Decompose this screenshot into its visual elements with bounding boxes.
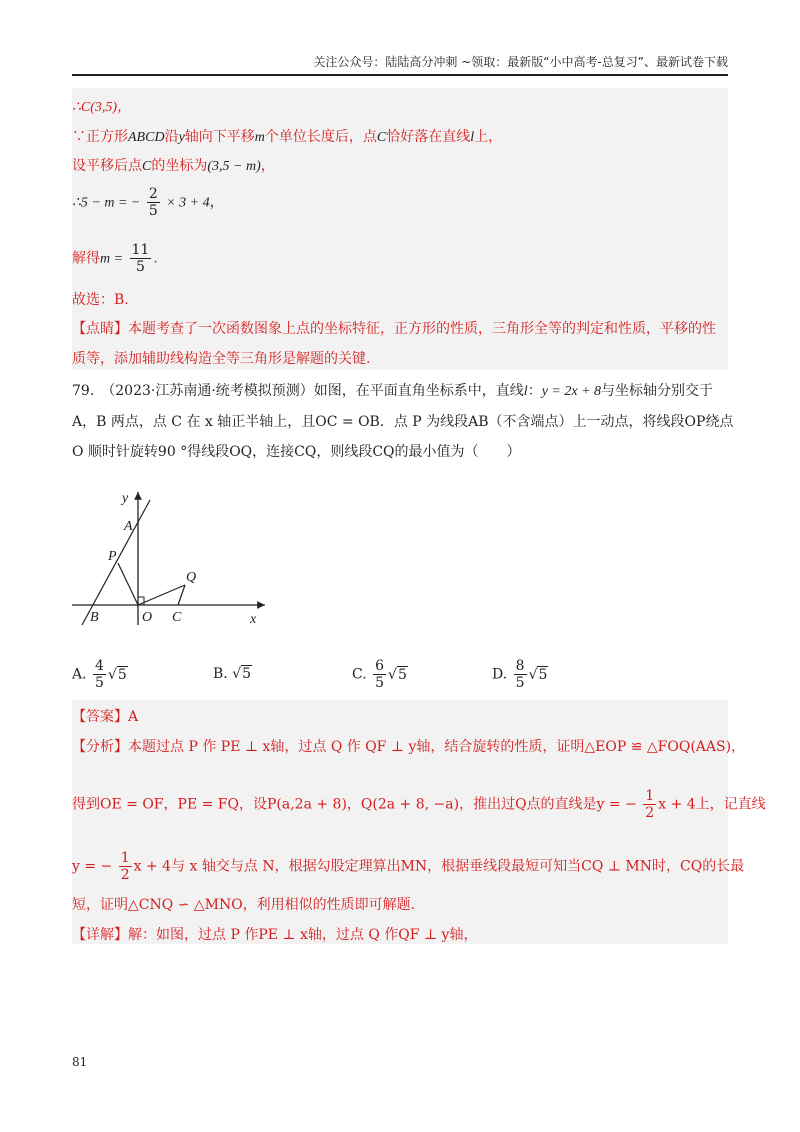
answer-line-2: 【分析】本题过点 P 作 PE ⊥ x轴，过点 Q 作 QF ⊥ y轴，结合旋转的性质，证明△EOP ≌ △FOQ(AAS)， bbox=[72, 739, 746, 755]
label-y: y bbox=[122, 491, 129, 506]
segment-oq bbox=[138, 585, 185, 605]
solution-line-8: 质等，添加辅助线构造全等三角形是解题的关键. bbox=[72, 351, 371, 367]
option-a[interactable]: A. $\frac{4}{5}$ √5 bbox=[72, 658, 127, 691]
answer-line-6: 【详解】解：如图，过点 P 作PE ⊥ x轴，过点 Q 作QF ⊥ y轴， bbox=[72, 927, 478, 943]
page-number: 81 bbox=[72, 1055, 88, 1069]
option-d[interactable]: D. $\frac{8}{5}$ √5 bbox=[492, 658, 548, 691]
solution-line-4: ∴5 − m = − $\frac{2}{5}$ × 3 + 4， bbox=[72, 186, 224, 219]
label-a: A bbox=[124, 519, 133, 534]
label-b: B bbox=[90, 610, 99, 625]
question-line-2: A，B 两点，点 C 在 x 轴正半轴上，且OC = OB．点 P 为线段AB（不含端点）上一动点，将线段OP绕点 bbox=[72, 414, 734, 430]
solution-line-7: 【点睛】本题考查了一次函数图象上点的坐标特征，正方形的性质，三角形全等的判定和性质，平移的性 bbox=[72, 321, 716, 337]
label-p: P bbox=[108, 549, 117, 564]
label-q: Q bbox=[186, 570, 197, 585]
label-x: x bbox=[250, 612, 257, 627]
question-line-3: O 顺时针旋转90 °得线段OQ，连接CQ，则线段CQ的最小值为（ ） bbox=[72, 444, 521, 460]
label-c: C bbox=[172, 610, 182, 625]
solution-line-3: 设平移后点C的坐标为(3,5 − m)， bbox=[72, 158, 275, 174]
answer-line-3: 得到OE = OF，PE = FQ，设P(a,2a + 8)，Q(2a + 8, −a)，推出过Q点的直线是y = − $\frac{1}{2}$ x + 4上，记直线 bbox=[72, 788, 766, 821]
solution-line-1: ∴C(3,5)， bbox=[72, 100, 132, 115]
coordinate-figure bbox=[60, 480, 280, 630]
label-o: O bbox=[142, 610, 153, 625]
option-c[interactable]: C. $\frac{6}{5}$ √5 bbox=[352, 658, 407, 691]
question-line-1: 79. （2023·江苏南通·统考模拟预测）如图，在平面直角坐标系中，直线l：y = 2x + 8与坐标轴分别交于 bbox=[72, 383, 714, 399]
answer-line-5: 短，证明△CNQ ∽ △MNO，利用相似的性质即可解题. bbox=[72, 897, 416, 913]
page-header: 关注公众号：陆陆高分冲刺 ~领取：最新版“小中高考-总复习”、最新试卷下载 bbox=[72, 52, 728, 76]
option-b[interactable]: B. √5 bbox=[213, 666, 252, 682]
solution-line-6: 故选：B. bbox=[72, 292, 129, 308]
solution-line-5: 解得m = $\frac{11}{5}$ . bbox=[72, 242, 158, 275]
answer-line-1: 【答案】A bbox=[72, 709, 139, 725]
solution-line-2: ∵正方形ABCD沿y轴向下平移m个单位长度后，点C恰好落在直线l上， bbox=[72, 129, 503, 145]
answer-line-4: y = − $\frac{1}{2}$ x + 4与 x 轴交与点 N，根据勾股定理算出MN，根据垂线段最短可知当CQ ⊥ MN时，CQ的长最 bbox=[72, 850, 745, 883]
segment-op bbox=[118, 563, 138, 605]
